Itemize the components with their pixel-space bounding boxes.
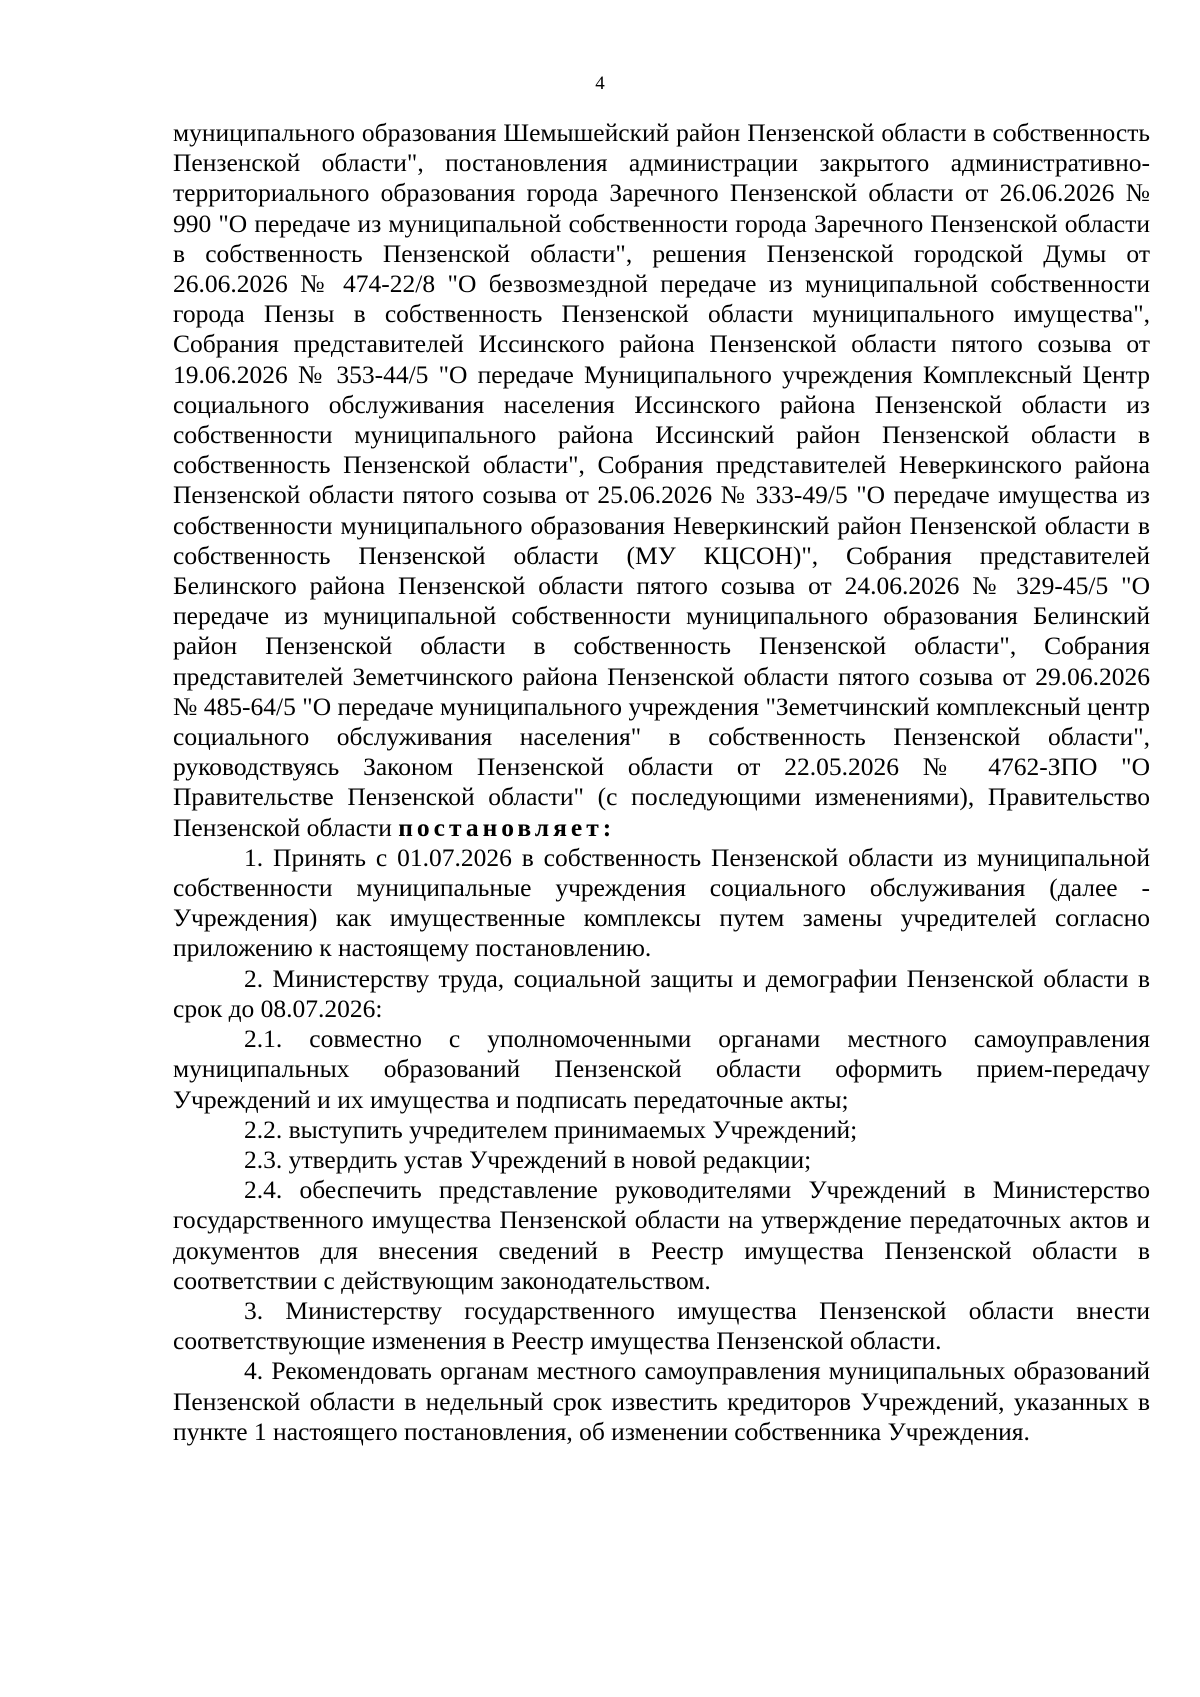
clause-1: 1. Принять с 01.07.2026 в собственность Пензенской области из муниципальной собственности муниципальные учреждения социального обслуживания (далее - Учреждения) как имущественные комплексы путем замены учредителей согласно приложению к настоящему постановлению. [173, 842, 1150, 963]
document-body [173, 118, 1150, 1447]
page-number: 4 [595, 73, 605, 94]
decree-word: постановляет: [398, 812, 616, 842]
clause-2-1: 2.1. совместно с уполномоченными органами местного самоуправления муниципальных образований Пензенской области оформить прием-передачу Учреждений и их имущества и подписать передаточные акты; [173, 1024, 1150, 1114]
clause-2-3: 2.3. утвердить устав Учреждений в новой редакции; [244, 1144, 812, 1174]
clause-2-2: 2.2. выступить учредителем принимаемых Учреждений; [244, 1114, 858, 1144]
intro-paragraph [173, 118, 1150, 843]
clause-2: 2. Министерству труда, социальной защиты и демографии Пензенской области в срок до 08.07.2026: [173, 963, 1150, 1023]
clause-3: 3. Министерству государственного имущества Пензенской области внести соответствующие изменения в Реестр имущества Пензенской области. [173, 1295, 1150, 1356]
intro-text: муниципального образования Шемышейский район Пензенской области в собственность Пензенской области", постановления администрации закрытого административно-территориального образования города Заречного Пензенской области от 26.06.2026 № 990 "О передаче из муниципальной собственности города Заречного Пензенской области в собственность Пензенской области", решения Пензенской городской Думы от 26.06.2026 № 474-22/8 "О безвозмездной передаче из муниципальной собственности города Пензы в собственность Пензенской области муниципального имущества", Собрания представителей Иссинского района Пензенской области пятого созыва от 19.06.2026 № 353-44/5 "О передаче Муниципального учреждения Комплексный Центр социального обслуживания населения Иссинского района Пензенской области из собственности муниципального района Иссинский район Пензенской области в собственность Пензенской области", Собрания представителей Неверкинского района Пензенской области пятого созыва от 25.06.2026 № 333-49/5 "О передаче имущества из собственности муниципального образования Неверкинский район Пензенской области в собственность Пензенской области (МУ КЦСОН)", Собрания представителей Белинского района Пензенской области пятого созыва от 24.06.2026 № 329-45/5 "О передаче из муниципальной собственности муниципального образования Белинский район Пензенской области в собственность Пензенской области", Собрания представителей Земетчинского района Пензенской области пятого созыва от 29.06.2026 № 485-64/5 "О передаче муниципального учреждения "Земетчинский комплексный центр социального обслуживания населения" в собственность Пензенской области", руководствуясь Законом Пензенской области от 22.05.2026 № 4762-ЗПО "О Правительстве Пензенской области" (с последующими изменениями), Правительство Пензенской области [173, 118, 1150, 842]
clause-4: 4. Рекомендовать органам местного самоуправления муниципальных образований Пензенской области в недельный срок известить кредиторов Учреждений, указанных в пункте 1 настоящего постановления, об изменении собственника Учреждения. [173, 1356, 1150, 1446]
clause-2-4: 2.4. обеспечить представление руководителями Учреждений в Министерство государственного имущества Пензенской области на утверждение передаточных актов и документов для внесения сведений в Реестр имущества Пензенской области в соответствии с действующим законодательством. [173, 1175, 1150, 1295]
